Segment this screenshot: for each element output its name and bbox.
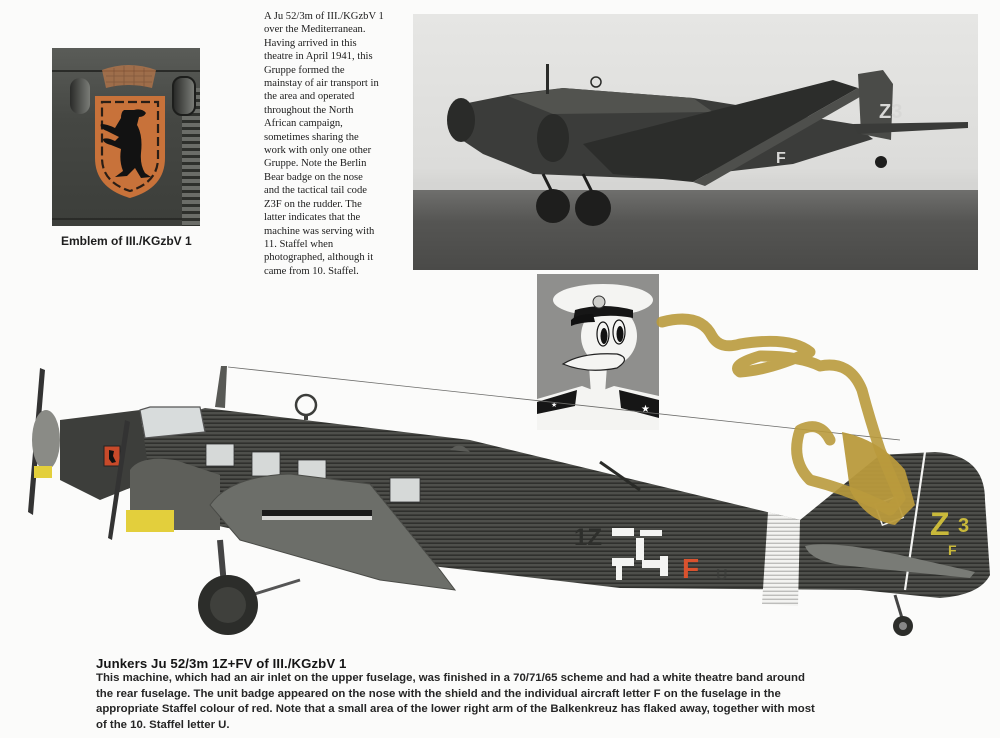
emblem-photo [52,48,200,226]
description-line: of the 10. Staffel letter U. [96,718,230,731]
caption-line: African campaign, [264,118,343,130]
caption-line: latter indicates that the [264,212,361,224]
svg-text:Z3: Z3 [879,101,903,123]
svg-text:★: ★ [551,401,558,409]
wing-cowl-yellow [126,510,174,532]
caption-line: sometimes sharing the [264,131,359,143]
caption-line: Bear badge on the nose [264,171,363,183]
caption-line: Z3F on the rudder. The [264,198,362,210]
caption-line: throughout the North [264,104,354,116]
wing-cross [262,510,372,516]
berlin-bear-shield-icon [52,48,200,226]
description-line: appropriate Staffel colour of red. Note that a small area of the lower right arm of the Balkenkreuz has flaked away, together with most [96,703,815,716]
fuselage-letter-u-faded: U [716,567,728,584]
caption-line: came from 10. Staffel. [264,265,359,277]
tail-code-z: Z [930,506,950,542]
ju52-profile-illustration [0,270,1000,650]
svg-text:★: ★ [641,404,650,415]
caption-line: machine was serving with [264,225,375,237]
caption-line: Having arrived in this [264,37,357,49]
svg-text:F: F [776,150,786,167]
ju52-photo-silhouette-icon [413,14,978,270]
caption-line: photographed, although it [264,252,374,264]
profile-title: Junkers Ju 52/3m 1Z+FV of III./KGzbV 1 [96,656,347,671]
caption-line: over the Mediterranean. [264,24,366,36]
tail-code-f: F [948,542,957,558]
theatre-band [762,512,800,606]
caption-line: 11. Staffel when [264,238,334,250]
antenna-mast [215,366,227,408]
caption-line: work with only one other [264,145,372,157]
description-line: This machine, which had an air inlet on the upper fuselage, was finished in a 70/71/65 scheme and had a white theatre band around [96,672,805,684]
fuselage-letter-f: F [682,553,700,584]
caption-line: Gruppe formed the [264,64,345,76]
nose-spinner [32,410,60,470]
caption-line: mainstay of air transport in [264,78,379,90]
caption-line: A Ju 52/3m of III./KGzbV 1 [264,11,384,22]
description-line: the rear fuselage. The unit badge appeared on the nose with the shield and the individual aircraft letter F on the fuselage in the [96,687,781,700]
photo-caption [264,10,404,278]
nose-cowl-yellow [34,466,52,478]
caption-line: theatre in April 1941, this [264,51,373,63]
aircraft-photograph [413,14,978,270]
fuselage-code-1z: 1Z [574,524,603,551]
caption-line: the area and operated [264,91,355,103]
emblem-caption: Emblem of III./KGzbV 1 [61,234,192,248]
cockpit-canopy [140,407,205,438]
caption-line: and the tactical tail code [264,185,367,197]
tail-wheel-strut [895,595,902,618]
profile-description [96,671,856,733]
tail-code-3: 3 [958,515,970,537]
df-loop [296,395,316,415]
caption-line: Gruppe. Note the Berlin [264,158,367,170]
